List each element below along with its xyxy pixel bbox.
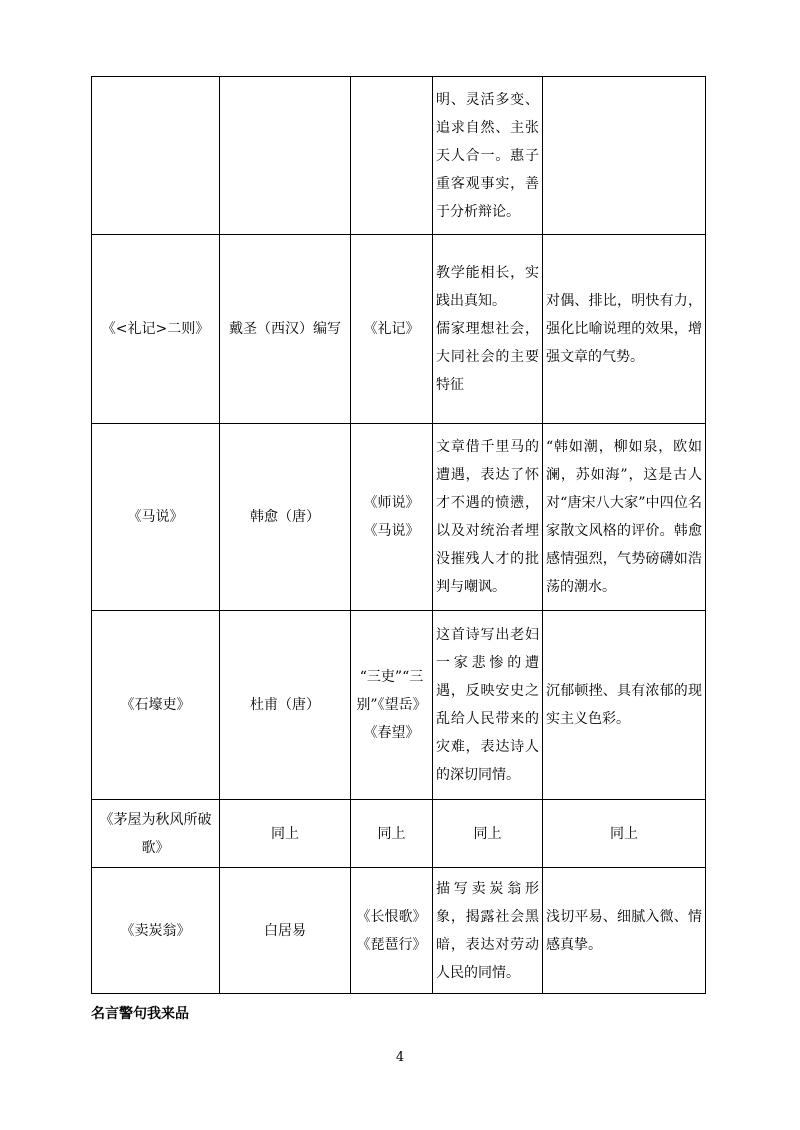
table-row — [92, 611, 706, 800]
cell-title: 《马说》 — [92, 424, 220, 611]
cell-title: 《<礼记>二则》 — [92, 235, 220, 424]
cell-title — [92, 77, 220, 235]
cell-works: 《礼记》 — [351, 235, 433, 424]
cell-style: 浅切平易、细腻入微、情感真挚。 — [543, 868, 706, 994]
cell-author: 戴圣（西汉）编写 — [220, 235, 351, 424]
cell-works — [351, 77, 433, 235]
cell-content: 教学能相长，实践出真知。 儒家理想社会，大同社会的主要特征 — [433, 235, 543, 424]
table-row — [92, 868, 706, 994]
cell-content: 明、灵活多变、追求自然、主张天人合一。惠子重客观事实，善于分析辩论。 — [433, 77, 543, 235]
cell-style — [543, 77, 706, 235]
cell-works: 同上 — [351, 800, 433, 868]
cell-works: 《师说》 《马说》 — [351, 424, 433, 611]
table-row — [92, 424, 706, 611]
cell-style: 对偶、排比，明快有力，强化比喻说理的效果，增强文章的气势。 — [543, 235, 706, 424]
table-row — [92, 77, 706, 235]
cell-content: 这首诗写出老妇一家悲惨的遭遇，反映安史之乱给人民带来的灾难，表达诗人的深切同情。 — [433, 611, 543, 800]
cell-author — [220, 77, 351, 235]
table-row — [92, 235, 706, 424]
literature-table — [91, 76, 706, 994]
cell-title: 《卖炭翁》 — [92, 868, 220, 994]
cell-style: 沉郁顿挫、具有浓郁的现实主义色彩。 — [543, 611, 706, 800]
table-row — [92, 800, 706, 868]
cell-author: 韩愈（唐） — [220, 424, 351, 611]
cell-title: 《石壕吏》 — [92, 611, 220, 800]
cell-author: 杜甫（唐） — [220, 611, 351, 800]
cell-author: 白居易 — [220, 868, 351, 994]
cell-style: 同上 — [543, 800, 706, 868]
cell-content: 同上 — [433, 800, 543, 868]
cell-works: “三吏”“三别”《望岳》《春望》 — [351, 611, 433, 800]
cell-content: 文章借千里马的遭遇，表达了怀才不遇的愤懑，以及对统治者埋没摧残人才的批判与嘲讽。 — [433, 424, 543, 611]
cell-content: 描写卖炭翁形象，揭露社会黑暗，表达对劳动人民的同情。 — [433, 868, 543, 994]
cell-style: “韩如潮，柳如泉，欧如澜，苏如海”，这是古人对“唐宋八大家”中四位名家散文风格的评价。韩愈感情强烈，气势磅礴如浩荡的潮水。 — [543, 424, 706, 611]
cell-author: 同上 — [220, 800, 351, 868]
cell-works: 《长恨歌》 《琵琶行》 — [351, 868, 433, 994]
page-number: 4 — [395, 1050, 405, 1065]
cell-title: 《茅屋为秋风所破歌》 — [92, 800, 220, 868]
section-heading: 名言警句我来品 — [91, 1006, 189, 1022]
